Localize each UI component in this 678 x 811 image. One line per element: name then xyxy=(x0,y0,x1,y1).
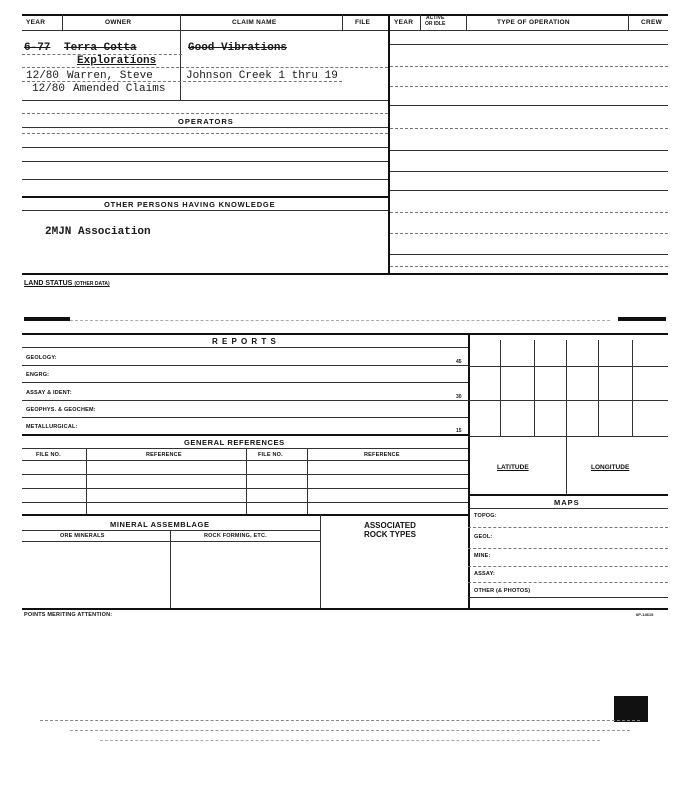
maps-title: MAPS xyxy=(554,498,580,507)
rule xyxy=(468,436,668,437)
rule xyxy=(22,608,668,610)
rule xyxy=(22,502,468,503)
rock-forming-label: ROCK FORMING, ETC. xyxy=(204,533,267,539)
rule xyxy=(468,527,668,528)
col-header-active-idle: ACTIVE OR IDLE xyxy=(425,15,446,27)
rule xyxy=(22,514,468,516)
divider xyxy=(62,14,63,31)
form-number: 6P-14615 xyxy=(636,612,654,617)
scan-noise xyxy=(100,740,600,741)
other-persons-title: OTHER PERSONS HAVING KNOWLEDGE xyxy=(104,200,276,209)
rule xyxy=(22,147,388,148)
rule xyxy=(22,365,468,366)
rule xyxy=(22,81,342,82)
rule xyxy=(468,582,668,583)
top-border xyxy=(22,14,668,16)
rule xyxy=(22,488,468,489)
rule xyxy=(22,382,468,383)
rule xyxy=(390,254,668,255)
mineral-assemblage-title: MINERAL ASSEMBLAGE xyxy=(110,520,210,529)
entry-2-year: 12/80 xyxy=(26,70,60,82)
divider xyxy=(420,14,421,31)
scan-noise xyxy=(70,730,630,731)
rule xyxy=(390,86,668,87)
divider xyxy=(170,530,171,608)
col-header-owner: OWNER xyxy=(105,19,132,26)
rule xyxy=(22,530,320,531)
report-metallurgical-num: 15 xyxy=(456,428,462,434)
rule xyxy=(468,400,668,401)
col-header-file: FILE xyxy=(355,19,371,26)
col-header-year: YEAR xyxy=(26,19,46,26)
rule xyxy=(22,434,468,436)
divider xyxy=(628,14,629,31)
rule xyxy=(468,494,668,496)
divider xyxy=(307,448,308,514)
divider xyxy=(342,14,343,31)
header-bottom-rule xyxy=(22,30,668,31)
map-assay: ASSAY: xyxy=(474,571,496,577)
col-header-reference: REFERENCE xyxy=(146,452,182,458)
map-topog: TOPOG: xyxy=(474,513,497,519)
latitude-label: LATITUDE xyxy=(497,464,529,471)
map-other-photos: OTHER (& PHOTOS) xyxy=(474,588,531,594)
rule xyxy=(390,128,668,129)
col-header-claim-name: CLAIM NAME xyxy=(232,19,277,26)
rule xyxy=(22,541,320,542)
rule xyxy=(468,366,668,367)
col-header-year-2: YEAR xyxy=(394,19,414,26)
rule xyxy=(22,347,468,348)
entry-1-year: 6-77 xyxy=(24,42,51,54)
divider xyxy=(86,448,87,514)
divider xyxy=(388,14,390,274)
divider xyxy=(632,340,633,436)
divider xyxy=(466,14,467,31)
land-status-label: LAND STATUS (OTHER DATA) xyxy=(24,280,110,287)
rule xyxy=(22,474,468,475)
rule xyxy=(468,548,668,549)
rule xyxy=(468,597,668,598)
entry-1-owner-line2: Explorations xyxy=(77,55,157,67)
longitude-label: LONGITUDE xyxy=(591,464,630,471)
divider xyxy=(320,514,321,608)
entry-3-owner: Amended Claims xyxy=(73,83,166,95)
rule xyxy=(22,100,388,101)
entry-2-owner: Warren, Steve xyxy=(67,70,153,82)
rule xyxy=(390,150,668,151)
other-person-entry: 2MJN Association xyxy=(45,226,151,238)
rule xyxy=(390,190,668,191)
report-geology: GEOLOGY: xyxy=(26,355,57,361)
rule xyxy=(390,105,668,106)
rule xyxy=(22,67,388,68)
map-mine: MINE: xyxy=(474,553,491,559)
col-header-type-of-operation: TYPE OF OPERATION xyxy=(497,19,570,26)
general-references-title: GENERAL REFERENCES xyxy=(184,438,285,447)
ore-minerals-label: ORE MINERALS xyxy=(60,533,105,539)
rule xyxy=(22,54,182,55)
rule xyxy=(22,400,468,401)
rule xyxy=(22,417,468,418)
rule xyxy=(22,179,388,180)
rule xyxy=(390,66,668,67)
rule xyxy=(22,210,388,211)
report-geology-num: 45 xyxy=(456,359,462,365)
report-geophys: GEOPHYS. & GEOCHEM: xyxy=(26,407,96,413)
rule xyxy=(22,460,468,461)
rule xyxy=(390,212,668,213)
divider xyxy=(180,14,181,100)
reports-title: R E P O R T S xyxy=(212,337,277,346)
entry-2-claim: Johnson Creek 1 thru 19 xyxy=(186,70,338,82)
col-header-file-no-2: FILE NO. xyxy=(258,452,283,458)
report-assay: ASSAY & IDENT: xyxy=(26,390,72,396)
rule xyxy=(22,127,388,128)
rule xyxy=(468,566,668,567)
col-header-crew: CREW xyxy=(641,19,663,26)
rule xyxy=(22,133,388,134)
entry-1-claim: Good Vibrations xyxy=(188,42,288,54)
rule xyxy=(390,171,668,172)
scan-black-block xyxy=(614,696,648,722)
operators-title: OPERATORS xyxy=(178,117,234,126)
points-meriting-attention: POINTS MERITING ATTENTION: xyxy=(24,612,113,618)
scan-noise xyxy=(40,720,640,721)
entry-3-year: 12/80 xyxy=(32,83,66,95)
rule xyxy=(390,233,668,234)
col-header-file-no: FILE NO. xyxy=(36,452,61,458)
rule xyxy=(22,273,668,275)
scan-mark xyxy=(618,317,666,321)
rule xyxy=(22,113,388,114)
rule xyxy=(22,448,468,449)
associated-rock-types-label: ASSOCIATED ROCK TYPES xyxy=(363,521,416,539)
divider xyxy=(598,340,599,436)
divider xyxy=(534,340,535,436)
map-geol: GEOL: xyxy=(474,534,493,540)
rule xyxy=(70,320,610,321)
rule xyxy=(468,508,668,509)
col-header-reference-2: REFERENCE xyxy=(364,452,400,458)
report-assay-num: 30 xyxy=(456,394,462,400)
entry-1-owner: Terra Cotta xyxy=(64,42,137,54)
rule xyxy=(390,44,668,45)
scan-mark xyxy=(24,317,70,321)
report-metallurgical: METALLURGICAL: xyxy=(26,424,78,430)
divider xyxy=(500,340,501,436)
divider xyxy=(566,340,567,496)
rule xyxy=(22,161,388,162)
rule xyxy=(22,333,668,335)
divider xyxy=(246,448,247,514)
rule xyxy=(22,196,388,198)
rule xyxy=(390,266,668,267)
report-engrg: ENGRG: xyxy=(26,372,50,378)
